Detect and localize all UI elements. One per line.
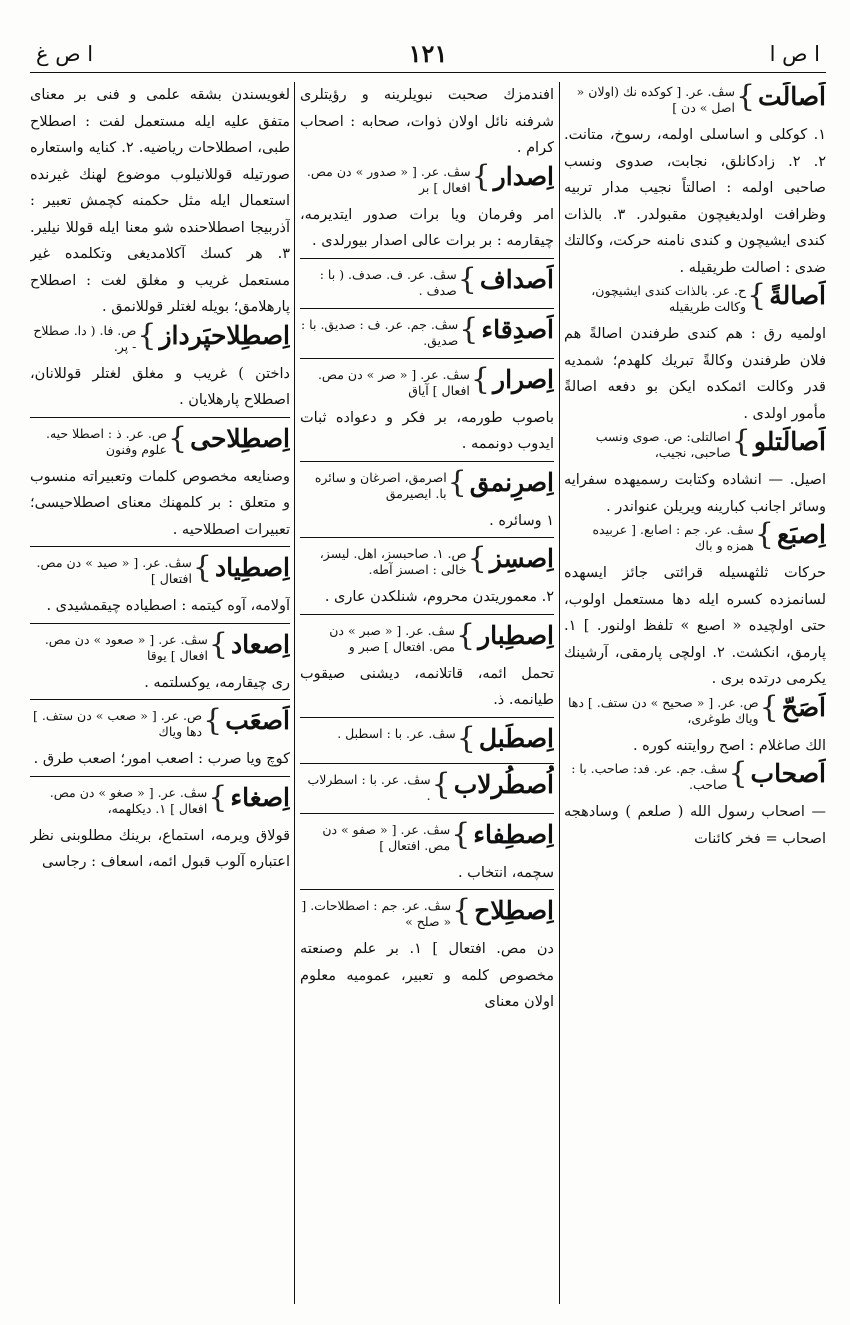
column-2 (300, 82, 554, 1304)
definition: رى چيقارمه، يوكسلتمه . (144, 674, 290, 691)
entry-head (300, 816, 554, 857)
entry-head (30, 703, 290, 743)
entry-head (30, 550, 290, 590)
dictionary-entry (300, 617, 554, 718)
headword: اُصطُرلاب (453, 769, 554, 799)
dictionary-entry (300, 361, 554, 462)
brace-icon: } (459, 311, 479, 347)
grammar-note: سڤ. عر. [ « صغو » دن مص. افعال ] ١. ديكلهمه، (49, 784, 208, 816)
grammar-note: سڤ. عر. [ كوكده نك (اولان « اصل » دن ] (576, 84, 735, 115)
header-guide-right: ا ص ا (769, 42, 820, 66)
grammar-note: سڤ. عر. [ « صر » دن مص. افعال ] آياق (317, 366, 470, 398)
grammar-note: سڤ. عر. جم : اصطلاحات. [ « صلح » (301, 898, 452, 929)
definition: باصوب طورمه، بر فكر و دعواده ثبات ايدوب دونممه . (300, 409, 554, 452)
brace-icon: } (431, 766, 451, 802)
entry-head (564, 756, 826, 796)
entry-head (564, 278, 826, 318)
grammar-note: اصرمق، اصرغان و سائره با. ايصيرمق (314, 469, 447, 501)
definition: — اصحاب رسول الله ( صلعم ) وسادهجه اصحاب = فخر كائنات (564, 804, 826, 847)
grammar-note: ص. عر. ذ : اصطلا حيه. علوم وفنون (45, 425, 168, 457)
headword: اِصسِز (489, 544, 554, 573)
definition: سچمه، انتخاب . (457, 864, 554, 881)
dictionary-entry (300, 541, 554, 615)
headword: اِصطِبار (478, 620, 554, 650)
brace-icon: } (471, 158, 491, 194)
definition: وصنايعه مخصوص كلمات وتعبيراته منسوب و متعلق : بر كلمهنك معناى اصطلاحيسى؛ تعبيرات اصطلاحيه . (30, 468, 290, 538)
grammar-note: سڤ. عر. [ « صدور » دن مص. افعال ] بر (306, 163, 471, 195)
brace-icon: } (456, 720, 476, 756)
entry-head (300, 158, 554, 199)
column-1 (564, 82, 826, 1304)
grammar-note: ص. عر. [ « صحيح » دن ستف. ] دها وياك طوغرى، (567, 694, 759, 726)
brace-icon: } (759, 689, 779, 725)
headword: اِصطِلاحى (190, 423, 290, 453)
definition: اولميه رق : هم كندى طرفندن اصالةً هم فلان طرفندن وكالةً تبريك كلهدم؛ شمديه قدر وكالت ائمكده ايكن بو دفعه اصالةً مأمور اولدى . (564, 326, 826, 422)
dictionary-entry (300, 464, 554, 539)
headword: اِصرِنمق (469, 467, 554, 497)
entry-head (30, 626, 290, 667)
page-header (30, 38, 826, 73)
definition: قولاق ويرمه، استماع، برينك مطلوبنى نظر اعتباره آلوب قبول ائمه، اسعاف : رجاسى (30, 827, 290, 870)
definition: داختن ) غريب و مغلق لغتلر قوللانان، اصطلاح پارهلايان . (30, 365, 290, 408)
headword: اِصطِياد (215, 553, 290, 582)
entry-head (300, 766, 554, 807)
brace-icon: } (452, 893, 472, 928)
headword: اِصطِلاحپَرداز (159, 320, 290, 350)
headword: اِصرار (493, 364, 554, 394)
headword: اَصداف (479, 264, 554, 294)
brace-icon: } (137, 317, 157, 353)
page-number: ١٢١ (408, 39, 448, 68)
entry-head (30, 779, 290, 820)
headword: اَصدِقاء (481, 314, 554, 344)
brace-icon: } (467, 541, 487, 576)
grammar-note: سڤ. جم. عر. فد: صاحب. با : صاحب. (571, 761, 728, 792)
definition: حركات ثلثهسيله قرائتى جائز ايسهده لسانمزده كسره ايله دها مستعمل اولوب، حتى اولچيده « اصبع » تلفظ اولنور. ] ١. پارمق، انكشت. ٢. اولچى پارمقى، آرشينك يكرمى درتده برى . (564, 565, 826, 687)
definition: امر وفرمان ويا برات صدور ايتديرمه، چيقارمه : بر برات عالى اصدار بيورلدى . (300, 206, 554, 249)
definition: ٢. معموريتدن محروم، شنلكدن عارى . (324, 589, 554, 605)
headword: اَصالةً (769, 281, 826, 310)
continued-definition: افندمزك صحبت نبويلرينه و رؤيتلرى شرفنه نائل اولان ذوات، صحابه : اصحاب كرام . (300, 87, 554, 156)
dictionary-entry (300, 311, 554, 359)
headword: اِصدار (493, 161, 554, 191)
column-divider (294, 82, 295, 1304)
brace-icon: } (728, 756, 748, 791)
entry-head (300, 893, 554, 933)
dictionary-entry (564, 278, 826, 427)
headword: اِصطِفاء (473, 819, 554, 849)
headword: اِصبَع (776, 520, 826, 549)
headword: اَصالَت (758, 82, 826, 111)
grammar-note: سڤ. عر. [ « صبر » دن مص. افتعال ] صبر و (329, 622, 455, 654)
entry-head (300, 311, 554, 352)
dictionary-entry (300, 720, 554, 764)
definition: ١ وسائره . (489, 512, 554, 529)
dictionary-page (30, 38, 826, 1310)
brace-icon: } (735, 82, 756, 114)
entry-head (30, 420, 290, 461)
brace-icon: } (447, 464, 467, 500)
definition: الك صاغلام : اصح روايتنه كوره . (632, 737, 826, 754)
dictionary-entry (30, 550, 290, 624)
brace-icon: } (731, 424, 751, 459)
grammar-note: سڤ. عر. [ « صفو » دن مص. افتعال ] (322, 821, 451, 853)
dictionary-entry (300, 261, 554, 309)
grammar-note: سڤ. عر. ف. صدف. ( با : صدف . (319, 266, 457, 298)
brace-icon: } (451, 816, 471, 852)
entry-head (300, 541, 554, 581)
definition: اصيل. — انشاده وكتابت رسميهده سفرايه وسائر اجانب كبارينه ويريلن عنواندر . (564, 472, 826, 515)
continued-definition: لغويسندن بشقه علمى و فنى بر معناى متفق عليه ايله مستعمل لفت : اصطلاح طبى، اصطلاحات رياضيه. ٢. كنايه واستعاره صورتيله قوللانيلوب موضوع لهنك غيرنده استعمال ايله مثل حكمنه كچمش تعبير : آذربيجا اصطلاحنده شو معنا ايله قوللا نيلير. ٣. هر كسك آكلامديغى وتكلمده غير مستعمل غريب و مغلق لغت : اصطلاح پارهلامق؛ بويله لغتلر قوللانمق . (30, 87, 290, 315)
dictionary-entry (564, 82, 826, 281)
dictionary-entry (300, 766, 554, 814)
dictionary-entry (300, 893, 554, 1016)
column-3 (30, 82, 290, 1304)
brace-icon: } (168, 420, 188, 456)
grammar-note: ح. عر. بالذات كندى ايشيچون، وكالت طريقيله (591, 283, 747, 314)
entry-head (564, 424, 826, 464)
entry-head (564, 82, 826, 119)
header-guide-left: ا ص غ (36, 42, 94, 66)
grammar-note: ص. فا. ( دا. صطلاح - پر. (33, 322, 137, 354)
grammar-note: سڤ. عر. [ « صعود » دن مص. افعال ] يوقا (44, 631, 208, 663)
dictionary-entry (30, 420, 290, 548)
dictionary-entry (564, 689, 826, 760)
entry-head (300, 361, 554, 402)
headword: اَصالَتلو (753, 427, 826, 456)
dictionary-entry (30, 317, 290, 418)
headword: اَصَحّ (781, 692, 826, 722)
headword: اِصطِلاح (474, 896, 554, 925)
entry-head (300, 464, 554, 505)
entry-head (564, 517, 826, 557)
grammar-note: ص. ١. صاحبسز، اهل. ليسز، خالى : اصسز آطه. (319, 546, 467, 577)
grammar-note: اصالتلى: ص. صوى ونسب صاحبى، نجيب، (595, 429, 731, 460)
dictionary-entry (564, 424, 826, 520)
definition: كوچ ويا صرب : اصعب امور؛ اصعب طرق . (33, 751, 290, 767)
headword: اَصعَب (225, 706, 290, 735)
definition: ١. كوكلى و اساسلى اولمه، رسوخ، متانت. ٢. ٢. زادكانلق، نجابت، صدوى ونسب صاحبى اولمه : اصالتاً نجيب مدار تربيه وظرافت اولديغيچون مقبولدر. ٣. بالذات كندى ايشيچون و كندى نامنه حركت، وكالتك ضدى : اصالت طريقيله . (564, 127, 826, 276)
brace-icon: } (208, 779, 228, 815)
brace-icon: } (747, 278, 767, 313)
dictionary-entry (564, 756, 826, 852)
dictionary-entry (30, 626, 290, 701)
definition: آولامه، آوه كيتمه : اصطياده چيقمشيدى . (46, 598, 290, 614)
headword: اِصعاد (231, 629, 290, 659)
grammar-note: ص. عر. [ « صعب » دن ستف. ] دها وياك (33, 708, 203, 739)
entry-head (300, 617, 554, 658)
definition: دن مص. افتعال ] ١. بر علم وصنعته مخصوص كلمه و تعبير، عموميه معلوم اولان معناى (300, 941, 554, 1010)
grammar-note: سڤ. عر. [ « صيد » دن مص. افتعال ] (36, 555, 192, 586)
dictionary-entry (30, 703, 290, 777)
brace-icon: } (455, 617, 476, 653)
brace-icon: } (208, 626, 229, 662)
grammar-note: سڤ. عر. با : اسطرلاب . (307, 771, 431, 803)
brace-icon: } (470, 361, 490, 397)
dictionary-entry (300, 158, 554, 259)
brace-icon: } (457, 261, 477, 297)
dictionary-entry (30, 779, 290, 876)
grammar-note: سڤ. عر. با : اسطبل . (337, 725, 456, 741)
headword: اِصغاء (230, 782, 290, 812)
brace-icon: } (203, 703, 223, 738)
grammar-note: سڤ. عر. جم : اصابع. [ عربيده همزه و باك (592, 522, 754, 553)
headword: اِصطَبل (478, 723, 554, 753)
dictionary-entry (564, 517, 826, 693)
entry-head (564, 689, 826, 730)
dictionary-entry (300, 816, 554, 891)
entry-head (30, 317, 290, 358)
entry-head (300, 261, 554, 302)
headword: اَصحاب (750, 759, 826, 788)
brace-icon: } (192, 550, 213, 585)
entry-head (300, 720, 554, 757)
grammar-note: سڤ. جم. عر. ف : صديق. با : صديق. (301, 316, 459, 348)
brace-icon: } (754, 517, 774, 552)
column-divider (559, 82, 560, 1304)
definition: تحمل ائمه، قاتلانمه، ديشنى صيقوب طيانمه. ذ. (300, 665, 554, 708)
